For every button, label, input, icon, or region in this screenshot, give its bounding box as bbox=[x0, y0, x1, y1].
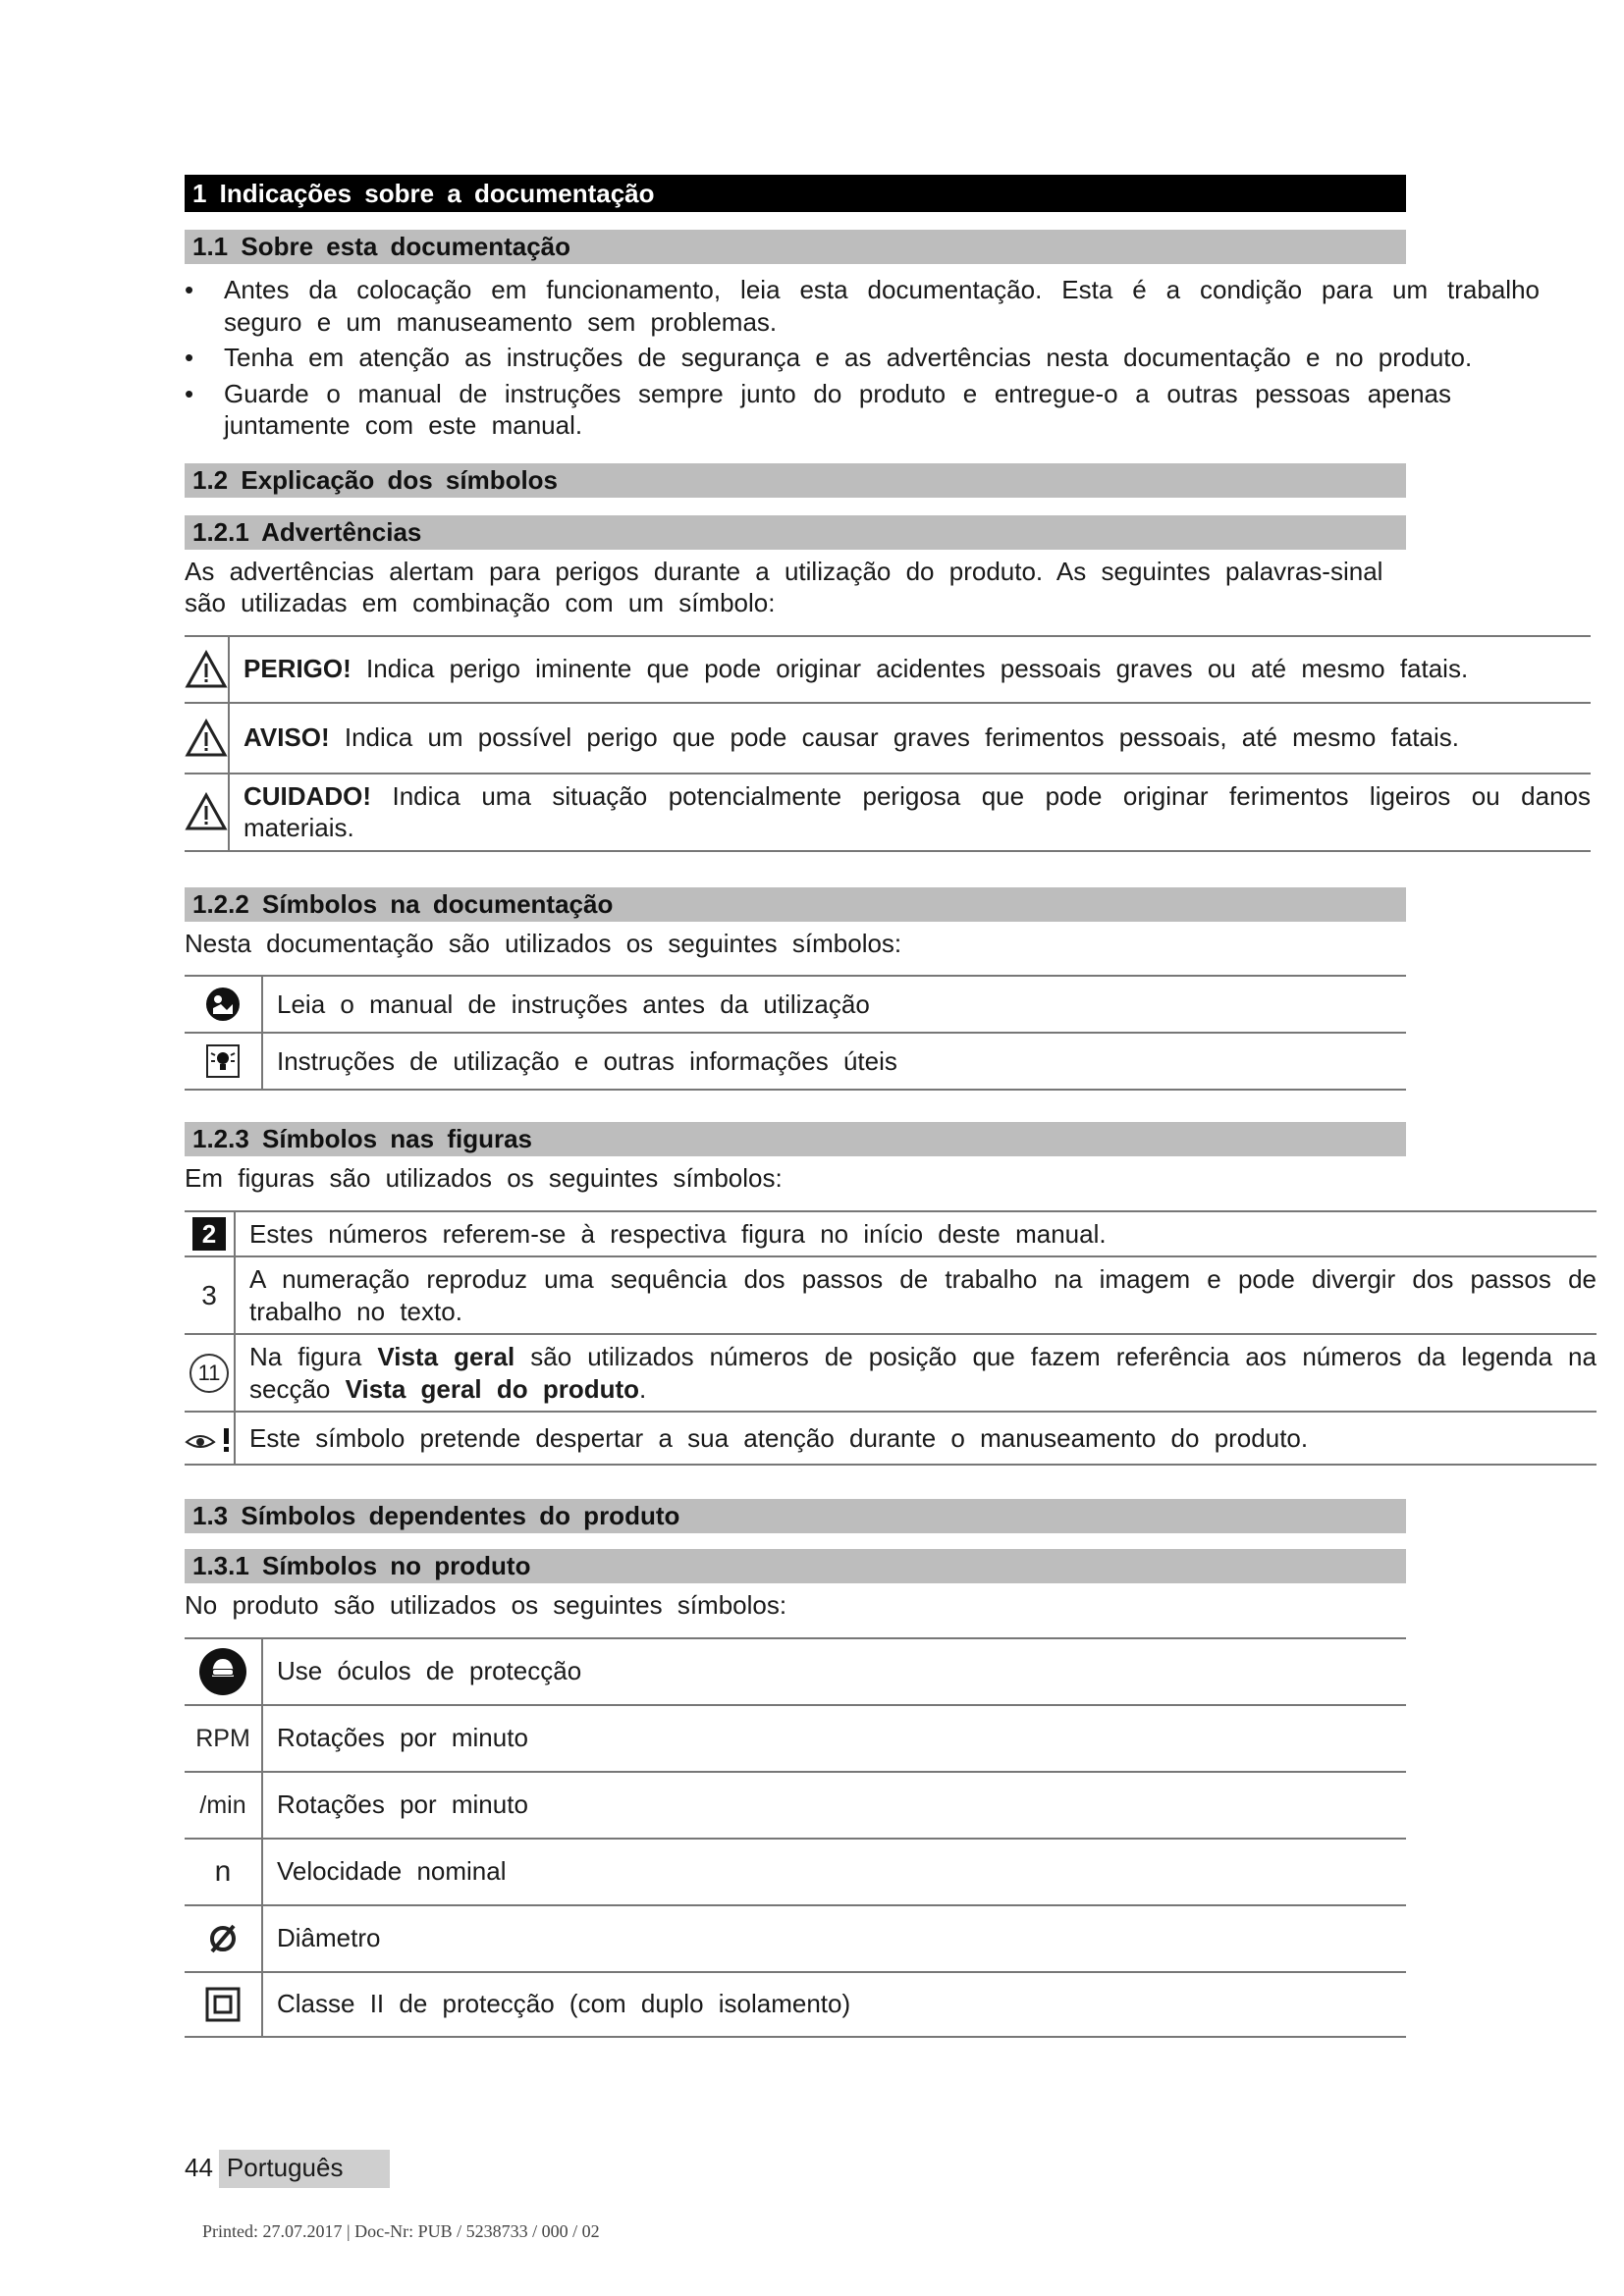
symbol-description: Este símbolo pretende despertar a sua atenção durante o manuseamento do produto. bbox=[235, 1412, 1597, 1465]
nominal-speed-label: n bbox=[214, 1854, 232, 1888]
signal-word: AVISO! bbox=[244, 722, 330, 753]
document-page bbox=[185, 175, 1597, 2038]
per-minute-label: /min bbox=[199, 1790, 246, 1819]
section-heading: 1 Indicações sobre a documentação bbox=[185, 175, 1406, 212]
table-row bbox=[185, 1772, 1406, 1839]
table-row bbox=[185, 976, 1406, 1033]
intro-paragraph: Em figuras são utilizados os seguintes símbolos: bbox=[185, 1163, 783, 1193]
intro-paragraph: No produto são utilizados os seguintes símbolos: bbox=[185, 1590, 787, 1620]
figure-number-icon: 2 bbox=[192, 1217, 226, 1251]
subsection-heading: 1.2.2 Símbolos na documentação bbox=[185, 887, 1406, 922]
warning-text: Indica um possível perigo que pode causar graves ferimentos pessoais, até mesmo fatais. bbox=[329, 722, 1459, 753]
subsection-heading: 1.2.1 Advertências bbox=[185, 515, 1406, 550]
product-symbols-table bbox=[185, 1637, 1406, 2038]
symbol-description: Classe II de protecção (com duplo isolamento) bbox=[262, 1972, 1406, 2037]
table-row bbox=[185, 636, 1591, 703]
symbol-description: Diâmetro bbox=[262, 1905, 1406, 1972]
table-row bbox=[185, 1705, 1406, 1772]
bullet-list bbox=[185, 274, 1540, 442]
language-label: Português bbox=[219, 2150, 391, 2188]
table-row bbox=[185, 1972, 1406, 2037]
table-row bbox=[185, 1412, 1597, 1465]
subsection-heading: 1.2 Explicação dos símbolos bbox=[185, 463, 1406, 498]
doc-symbols-table bbox=[185, 975, 1406, 1091]
signal-word: PERIGO! bbox=[244, 654, 352, 684]
symbol-description: Leia o manual de instruções antes da utilização bbox=[262, 976, 1406, 1033]
print-info: Printed: 27.07.2017 | Doc-Nr: PUB / 5238733 / 000 / 02 bbox=[202, 2221, 600, 2241]
list-item: • Antes da colocação em funcionamento, leia esta documentação. Esta é a condição para um trabalho seguro e um manuseamento sem problemas. bbox=[185, 275, 1540, 337]
symbol-description: Estes números referem-se à respectiva figura no início deste manual. bbox=[235, 1211, 1597, 1257]
step-number-icon: 3 bbox=[201, 1280, 217, 1310]
symbol-description: Rotações por minuto bbox=[262, 1705, 1406, 1772]
position-number-icon: 11 bbox=[189, 1354, 229, 1393]
subsection-heading: 1.2.3 Símbolos nas figuras bbox=[185, 1122, 1406, 1156]
warnings-table bbox=[185, 635, 1591, 852]
diameter-icon bbox=[206, 1922, 240, 1955]
symbol-description: Instruções de utilização e outras informações úteis bbox=[262, 1033, 1406, 1090]
intro-paragraph: As advertências alertam para perigos durante a utilização do produto. As seguintes palavras-sinal são utilizadas em combinação com um símbolo: bbox=[185, 556, 1383, 617]
warning-text: Indica uma situação potencialmente perigosa que pode originar ferimentos ligeiros ou danos materiais. bbox=[244, 780, 1591, 842]
symbol-description: Na figura Vista geral são utilizados números de posição que fazem referência aos números da legenda na secção Vista geral do produto. bbox=[249, 1342, 1597, 1404]
table-row bbox=[185, 1905, 1406, 1972]
symbol-description: A numeração reproduz uma sequência dos passos de trabalho na imagem e pode divergir dos passos de trabalho no texto. bbox=[249, 1264, 1597, 1326]
symbol-description: Velocidade nominal bbox=[262, 1839, 1406, 1905]
signal-word: CUIDADO! bbox=[244, 780, 371, 811]
subsection-heading: 1.3.1 Símbolos no produto bbox=[185, 1549, 1406, 1583]
warning-text: Indica perigo iminente que pode originar acidentes pessoais graves ou até mesmo fatais. bbox=[351, 654, 1469, 684]
table-row bbox=[185, 1638, 1406, 1705]
page-footer bbox=[185, 2150, 390, 2188]
list-item: • Guarde o manual de instruções sempre junto do produto e entregue-o a outras pessoas apenas juntamente com este manual. bbox=[185, 378, 1451, 440]
page-number: 44 bbox=[185, 2153, 213, 2182]
subsection-heading: 1.3 Símbolos dependentes do produto bbox=[185, 1499, 1406, 1533]
intro-paragraph: Nesta documentação são utilizados os seguintes símbolos: bbox=[185, 928, 902, 958]
subsection-heading: 1.1 Sobre esta documentação bbox=[185, 230, 1406, 264]
table-row bbox=[185, 1033, 1406, 1090]
safety-goggles-icon bbox=[198, 1647, 247, 1696]
table-row bbox=[185, 1334, 1597, 1412]
double-insulation-icon bbox=[205, 1987, 241, 2022]
warning-triangle-icon bbox=[185, 792, 228, 831]
eye-attention-icon bbox=[185, 1425, 234, 1455]
warning-triangle-icon bbox=[185, 650, 228, 689]
list-item: • Tenha em atenção as instruções de segurança e as advertências nesta documentação e no produto. bbox=[185, 343, 1473, 372]
info-lightbulb-icon bbox=[205, 1043, 241, 1079]
table-row bbox=[185, 774, 1591, 851]
table-row bbox=[185, 1839, 1406, 1905]
table-row bbox=[185, 703, 1591, 774]
table-row bbox=[185, 1256, 1597, 1334]
figure-symbols-table bbox=[185, 1210, 1597, 1467]
table-row bbox=[185, 1211, 1597, 1257]
warning-triangle-icon bbox=[185, 719, 228, 758]
symbol-description: Rotações por minuto bbox=[262, 1772, 1406, 1839]
rpm-label: RPM bbox=[195, 1724, 250, 1752]
read-manual-icon bbox=[205, 987, 241, 1022]
symbol-description: Use óculos de protecção bbox=[262, 1638, 1406, 1705]
